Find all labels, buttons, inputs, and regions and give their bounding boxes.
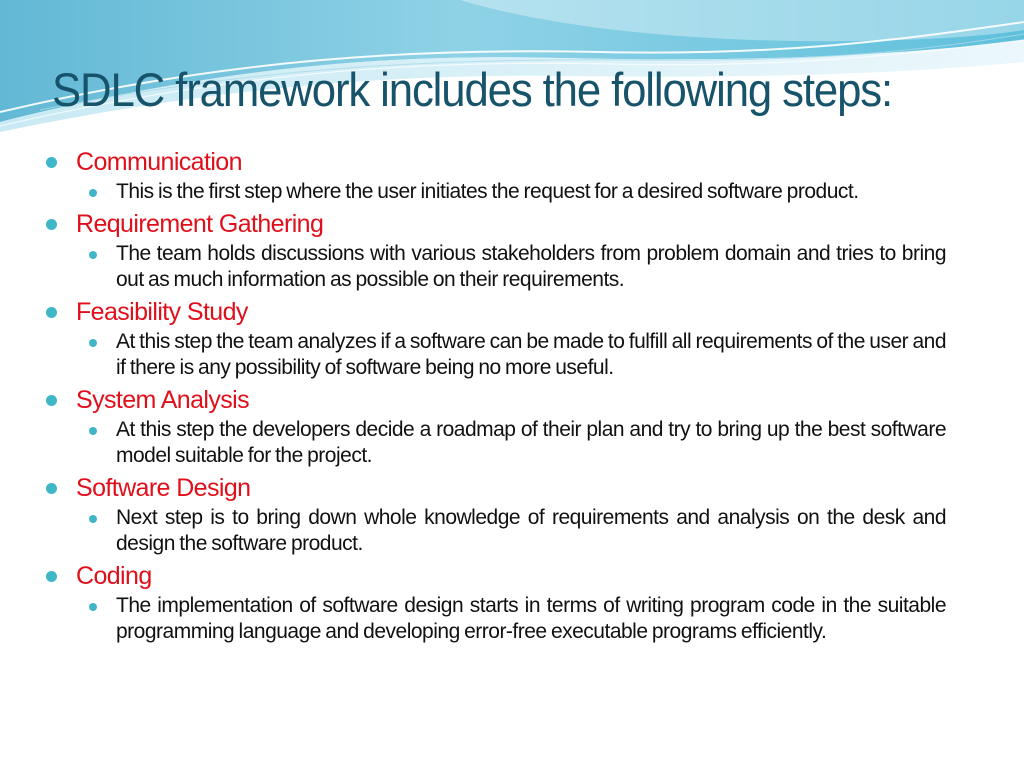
step-detail <box>76 505 946 557</box>
step-detail-text: At this step the team analyzes if a software can be made to fulfill all requirements of the user and if there is any possibility of software being no more useful. <box>116 330 946 379</box>
step-detail-list <box>76 417 946 469</box>
step-heading: Coding <box>76 562 152 590</box>
step-detail-list <box>76 593 946 645</box>
step-heading: Requirement Gathering <box>76 210 324 238</box>
step-detail-text: At this step the developers decide a roadmap of their plan and try to bring up the best software model suitable for the project. <box>116 418 946 467</box>
step-detail <box>76 593 946 645</box>
bullet-icon <box>46 395 57 406</box>
sub-bullet-icon <box>89 427 97 435</box>
step-heading: System Analysis <box>76 386 250 414</box>
step-detail-list <box>76 241 946 293</box>
sub-bullet-icon <box>89 251 97 259</box>
step-feasibility-study <box>44 295 946 381</box>
step-requirement-gathering <box>44 207 946 293</box>
sub-bullet-icon <box>89 603 97 611</box>
sub-bullet-icon <box>89 189 97 197</box>
step-detail-list <box>76 329 946 381</box>
step-detail <box>76 241 946 293</box>
step-heading: Communication <box>76 148 242 176</box>
bullet-icon <box>46 157 57 168</box>
sub-bullet-icon <box>89 339 97 347</box>
step-heading: Software Design <box>76 474 251 502</box>
step-detail-text: This is the first step where the user initiates the request for a desired software product. <box>116 180 859 203</box>
step-detail-list <box>76 179 946 205</box>
step-coding <box>44 559 946 645</box>
step-detail <box>76 179 946 205</box>
step-detail <box>76 417 946 469</box>
step-list <box>44 145 946 645</box>
step-detail-list <box>76 505 946 557</box>
bullet-icon <box>46 571 57 582</box>
slide-title: SDLC framework includes the following steps: <box>52 63 893 116</box>
sub-bullet-icon <box>89 515 97 523</box>
step-detail <box>76 329 946 381</box>
step-communication <box>44 145 946 205</box>
step-heading: Feasibility Study <box>76 298 248 326</box>
step-software-design <box>44 471 946 557</box>
bullet-icon <box>46 219 57 230</box>
step-system-analysis <box>44 383 946 469</box>
bullet-icon <box>46 307 57 318</box>
step-detail-text: The team holds discussions with various stakeholders from problem domain and tries to bring out as much information as possible on their requirements. <box>116 242 946 291</box>
step-detail-text: Next step is to bring down whole knowledge of requirements and analysis on the desk and design the software product. <box>116 506 946 555</box>
step-detail-text: The implementation of software design starts in terms of writing program code in the suitable programming language and developing error-free executable programs efficiently. <box>116 594 946 643</box>
bullet-icon <box>46 483 57 494</box>
